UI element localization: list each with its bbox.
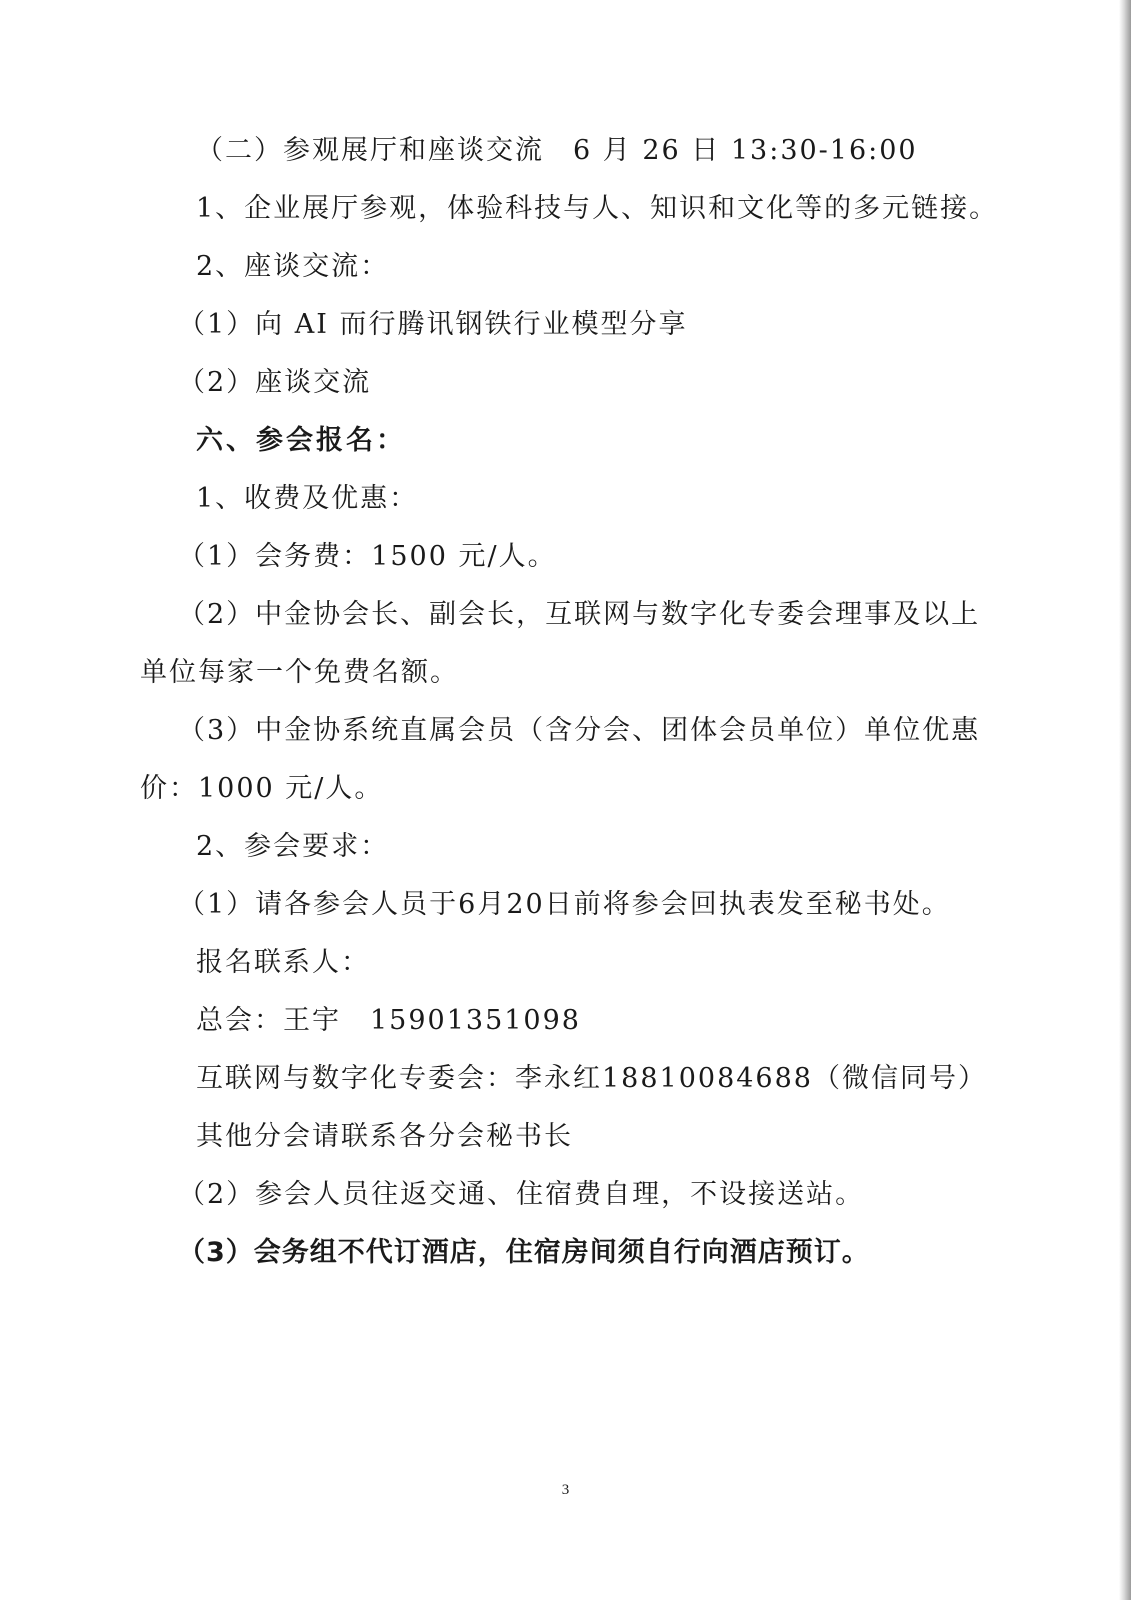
fee-item-3-continued: 价：1000 元/人。 <box>140 773 384 804</box>
requirement-item-1: （1）请各参会人员于6月20日前将参会回执表发至秘书处。 <box>178 889 951 920</box>
visit-item-1: 1、企业展厅参观，体验科技与人、知识和文化等的多元链接。 <box>196 193 999 224</box>
visit-subitem-1: （1）向 AI 而行腾讯钢铁行业模型分享 <box>178 309 688 340</box>
scan-edge <box>1119 0 1131 1600</box>
requirement-item-3: （3）会务组不代订酒店，住宿房间须自行向酒店预订。 <box>178 1237 870 1268</box>
fee-item-3: （3）中金协系统直属会员（含分会、团体会员单位）单位优惠 <box>178 715 981 746</box>
contact-heading: 报名联系人： <box>196 947 370 978</box>
requirements-heading: 2、参会要求： <box>196 831 390 862</box>
section-visit-title: （二）参观展厅和座谈交流 6 月 26 日 13:30-16:00 <box>196 135 918 166</box>
section-registration-heading: 六、参会报名： <box>196 425 406 456</box>
contact-digital-committee: 互联网与数字化专委会：李永红18810084688（微信同号） <box>196 1063 987 1094</box>
visit-item-2: 2、座谈交流： <box>196 251 390 282</box>
fee-item-2-continued: 单位每家一个免费名额。 <box>140 657 459 688</box>
requirement-item-2: （2）参会人员往返交通、住宿费自理，不设接送站。 <box>178 1179 865 1210</box>
contact-head-office: 总会：王宇 15901351098 <box>196 1005 581 1036</box>
contact-other-branches: 其他分会请联系各分会秘书长 <box>196 1121 573 1152</box>
page-number: 3 <box>561 1482 570 1498</box>
visit-subitem-2: （2）座谈交流 <box>178 367 372 398</box>
fee-item-2: （2）中金协会长、副会长，互联网与数字化专委会理事及以上 <box>178 599 981 630</box>
fees-heading: 1、收费及优惠： <box>196 483 419 514</box>
fee-item-1: （1）会务费：1500 元/人。 <box>178 541 557 572</box>
